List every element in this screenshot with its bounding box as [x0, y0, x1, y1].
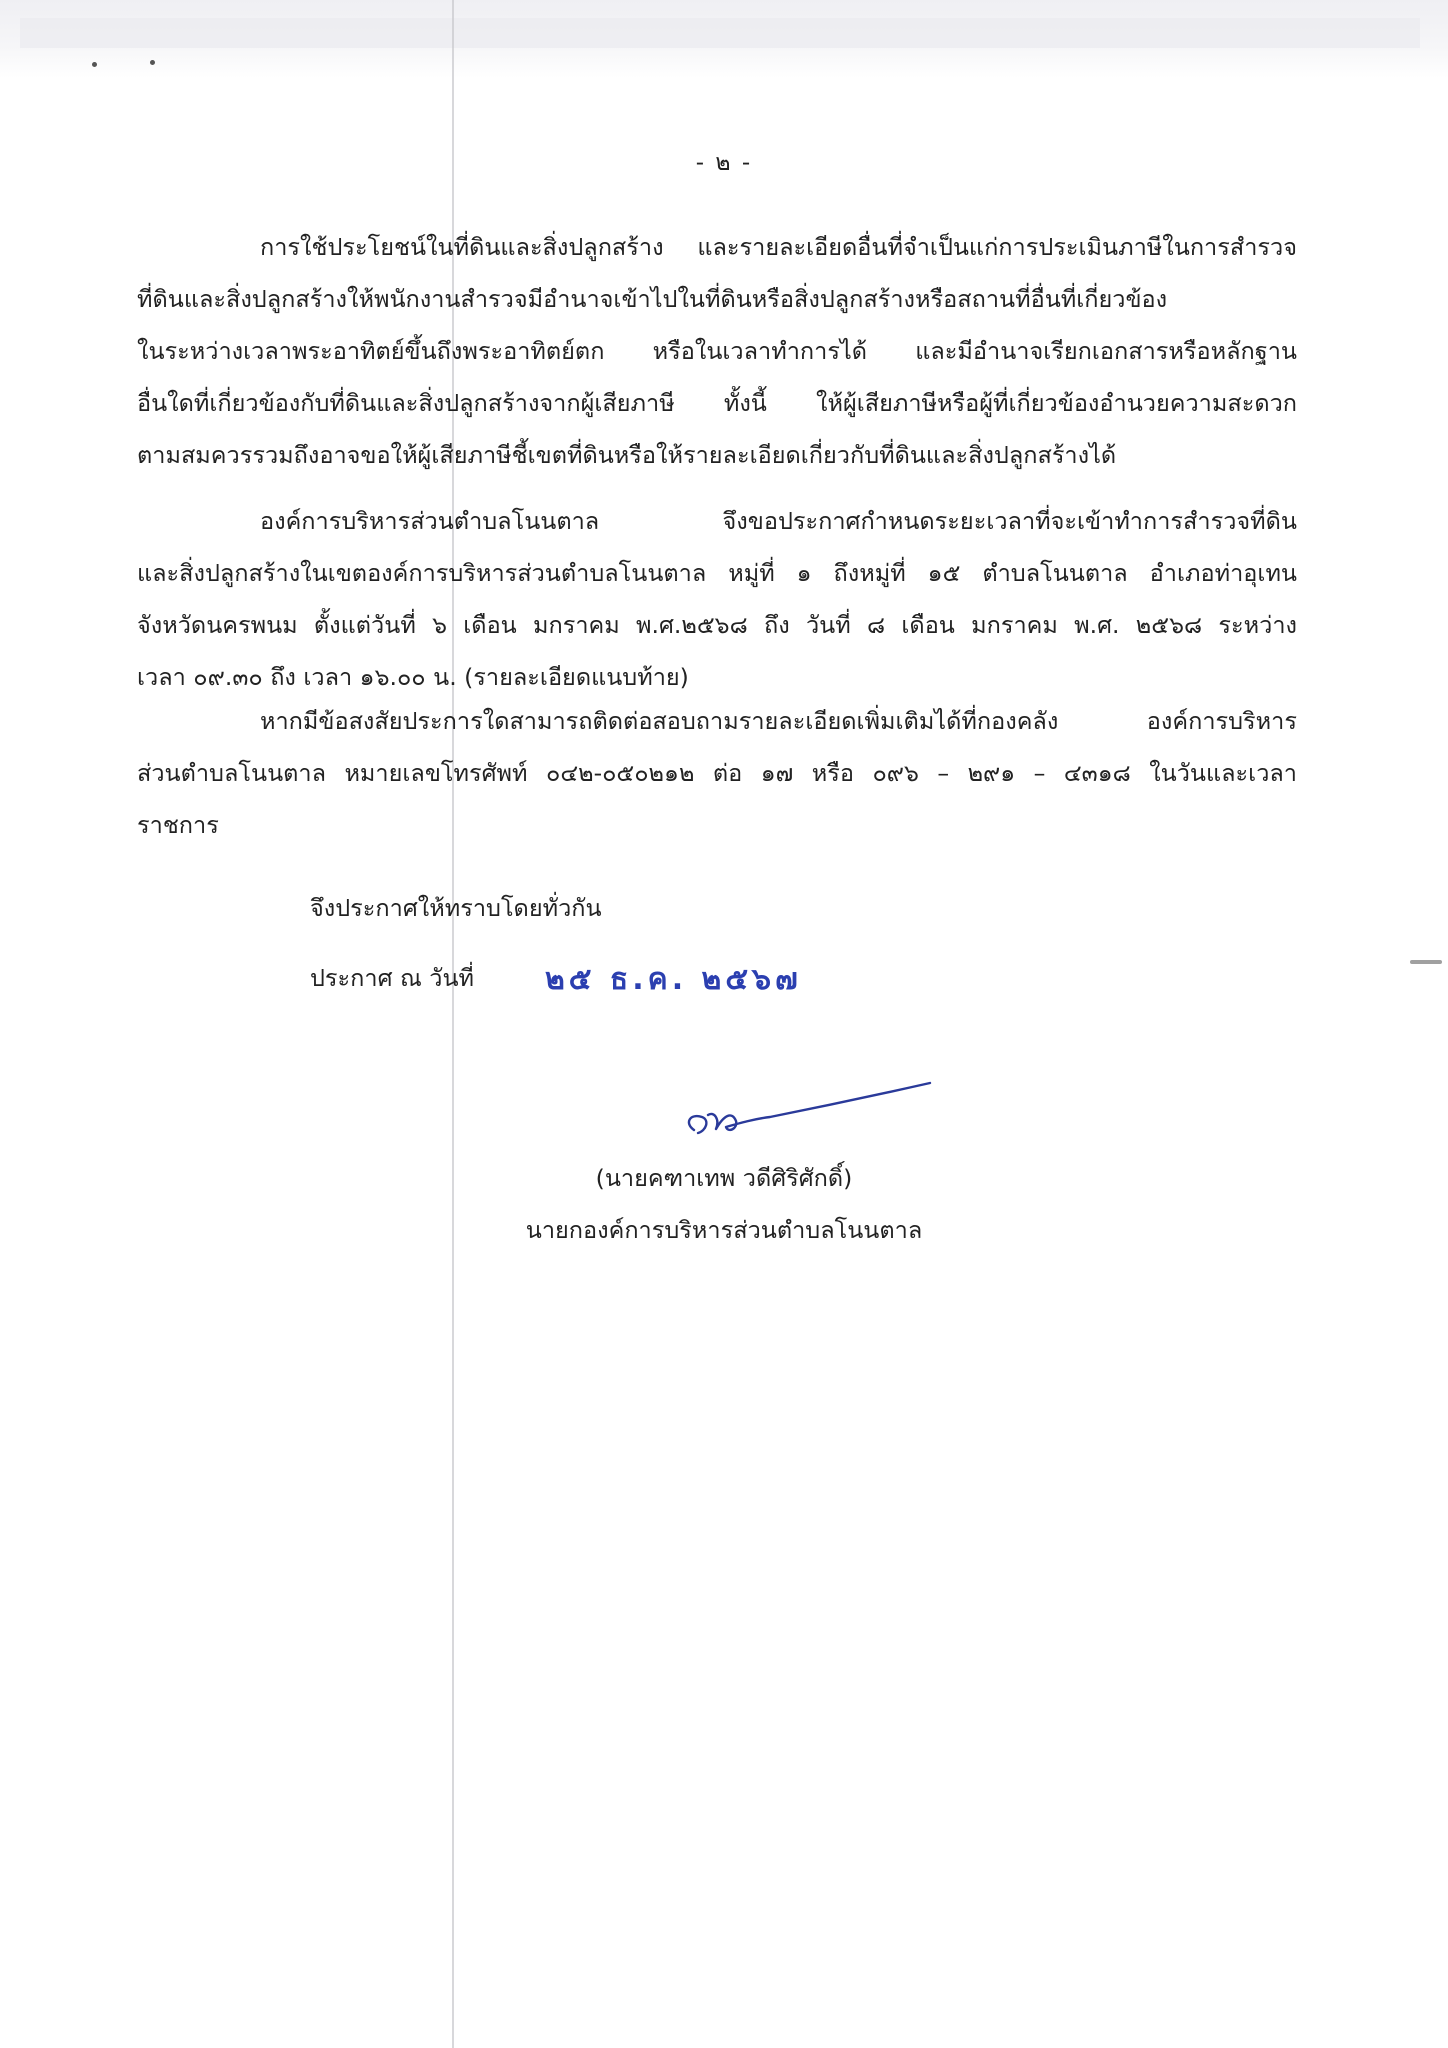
paragraph1-line: อื่นใดที่เกี่ยวข้องกับที่ดินและสิ่งปลูกสร้างจากผู้เสียภาษี ทั้งนี้ ให้ผู้เสียภาษีหรือผู้ที่เกี่ยวข้องอำนวยความสะดวก — [137, 389, 1297, 417]
announcement-closing: จึงประกาศให้ทราบโดยทั่วกัน — [310, 894, 602, 922]
paragraph1-line: ตามสมควรรวมถึงอาจขอให้ผู้เสียภาษีชี้เขตที่ดินหรือให้รายละเอียดเกี่ยวกับที่ดินและสิ่งปลูกสร้างได้ — [137, 441, 1117, 469]
paragraph3-line: ส่วนตำบลโนนตาล หมายเลขโทรศัพท์ ๐๔๒-๐๕๐๒๑๒ ต่อ ๑๗ หรือ ๐๙๖ – ๒๙๑ – ๔๓๑๘ ในวันและเวลา — [137, 759, 1297, 787]
paragraph1-line: ในระหว่างเวลาพระอาทิตย์ขึ้นถึงพระอาทิตย์ตก หรือในเวลาทำการได้ และมีอำนาจเรียกเอกสารหรือหลักฐาน — [137, 337, 1297, 365]
paragraph2-line: และสิ่งปลูกสร้างในเขตองค์การบริหารส่วนตำบลโนนตาล หมู่ที่ ๑ ถึงหมู่ที่ ๑๕ ตำบลโนนตาล อำเภอท่าอุเทน — [137, 559, 1297, 587]
paragraph2-line: จังหวัดนครพนม ตั้งแต่วันที่ ๖ เดือน มกราคม พ.ศ.๒๕๖๘ ถึง วันที่ ๘ เดือน มกราคม พ.ศ. ๒๕๖๘ ระหว่าง — [137, 611, 1297, 639]
paragraph3-line: ราชการ — [137, 811, 219, 839]
stamped-date: ๒๕ ธ.ค. ๒๕๖๗ — [545, 962, 802, 997]
paragraph2-line: องค์การบริหารส่วนตำบลโนนตาล จึงขอประกาศกำหนดระยะเวลาที่จะเข้าทำการสำรวจที่ดิน — [260, 507, 1297, 535]
announcement-date-label: ประกาศ ณ วันที่ — [310, 964, 474, 992]
page-number: - ๒ - — [695, 150, 753, 176]
signatory-name: (นายคฑาเทพ วดีศิริศักดิ์) — [595, 1164, 853, 1192]
paragraph2-line: เวลา ๐๙.๓๐ ถึง เวลา ๑๖.๐๐ น. (รายละเอียดแนบท้าย) — [137, 663, 689, 691]
punch-mark — [1410, 960, 1442, 964]
signatory-position: นายกองค์การบริหารส่วนตำบลโนนตาล — [525, 1216, 923, 1244]
paragraph1-line: การใช้ประโยชน์ในที่ดินและสิ่งปลูกสร้าง และรายละเอียดอื่นที่จำเป็นแก่การประเมินภาษีในการสำรวจ — [260, 233, 1297, 261]
paragraph1-line: ที่ดินและสิ่งปลูกสร้างให้พนักงานสำรวจมีอำนาจเข้าไปในที่ดินหรือสิ่งปลูกสร้างหรือสถานที่อื่นที่เกี่ยวข้อง — [137, 285, 1168, 313]
paragraph3-line: หากมีข้อสงสัยประการใดสามารถติดต่อสอบถามรายละเอียดเพิ่มเติมได้ที่กองคลัง องค์การบริหาร — [260, 707, 1297, 735]
handwritten-signature — [680, 1075, 940, 1145]
scan-header-shading — [0, 0, 1448, 78]
scan-speck — [150, 60, 155, 65]
scan-speck — [92, 62, 97, 67]
